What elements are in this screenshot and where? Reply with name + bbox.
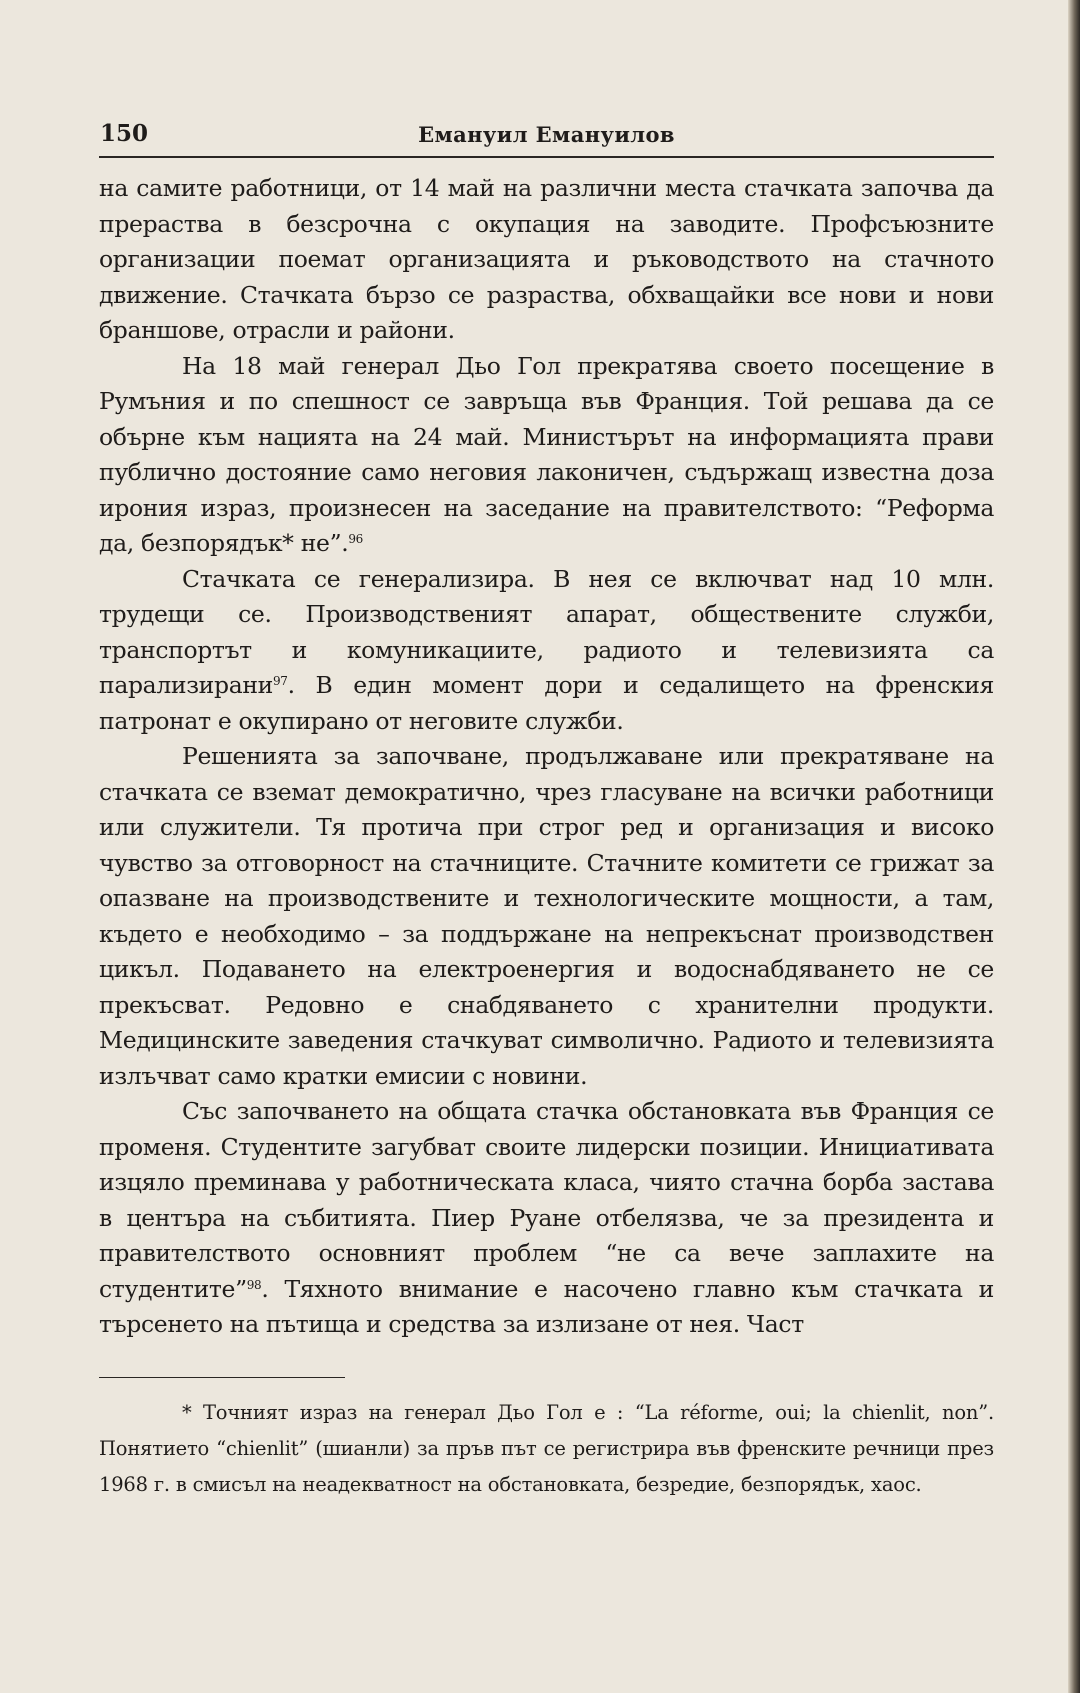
book-spine-edge	[1068, 0, 1080, 1693]
paragraph-text: Решенията за започване, продължаване или прекратяване на стачката се вземат демократично, чрез гласуване на всички работници или служители. Тя протича при строг ред и организация и високо чувство за отговорност на стачниците. Стачните комитети се грижат за опазване на производствените и технологическите мощности, а там, където е необходимо – за поддържане на непрекъснат производствен цикъл. Подаването на електроенергия и водоснабдяването не се прекъсват. Редовно е снабдяването с хранителни продукти. Медицинските заведения стачкуват символично. Радиото и телевизията излъчват само кратки емисии с новини.	[99, 742, 994, 1090]
paragraph	[99, 1094, 994, 1343]
running-head	[99, 120, 994, 158]
paragraph-text: На 18 май генерал Дьо Гол прекратява своето посещение в Румъния и по спешност се завръща във Франция. Той решава да се обърне към нацията на 24 май. Министърът на информацията прави публично достояние само неговия лаконичен, съдържащ известна доза ирония израз, произнесен на заседание на правителството: “Реформа да, безпорядък* не”.	[99, 351, 994, 557]
footnote: * Точният израз на генерал Дьо Гол е : “La réforme, oui; la chienlit, non”. Понятието “chienlit” (шианли) за пръв път се регистрира във френските речници през 1968 г. в смисъл на неадекватност на обстановката, безредие, безпорядък, хаос.	[99, 1400, 994, 1496]
running-title-author: Емануил Емануилов	[418, 122, 675, 147]
paragraph-continued	[99, 171, 994, 349]
paragraph-text: Със започването на общата стачка обстановката във Франция се променя. Студентите загубват своите лидерски позиции. Инициативата изцяло преминава у работническата класа, чиято стачна борба застава в центъра на събитията. Пиер Руане отбелязва, че за президента и правителството основният проблем “не са вече заплахите на студентите”	[99, 1097, 994, 1303]
paragraph	[99, 562, 994, 740]
page-number: 150	[100, 120, 149, 147]
paragraph	[99, 739, 994, 1094]
body-text	[99, 171, 994, 1343]
paragraph-text: Стачката се генерализира. В нея се включват над 10 млн. трудещи се. Производственият апарат, обществените служби, транспортът и комуникациите, радиото и телевизията са парализирани	[99, 564, 994, 699]
book-page	[99, 120, 994, 1503]
footnote-ref-96: 96	[348, 532, 363, 546]
footnote-ref-98: 98	[246, 1277, 262, 1292]
paragraph-text-continued: . Тяхното внимание е насочено главно към стачката и търсенето на пътища и средства за излизане от нея. Част	[99, 1274, 994, 1338]
paragraph-text-continued: . В един момент дори и седалището на френския патронат е окупирано от неговите служби.	[99, 671, 994, 735]
footnote-divider	[99, 1377, 345, 1378]
paragraph	[99, 349, 994, 562]
paragraph-text: на самите работници, от 14 май на различни места стачката започва да прераства в безсрочна с окупация на заводите. Профсъюзните организации поемат организацията и ръководството на стачното движение. Стачката бързо се разраства, обхващайки все нови и нови браншове, отрасли и райони.	[99, 174, 994, 344]
footnote-ref-97: 97	[272, 674, 288, 688]
